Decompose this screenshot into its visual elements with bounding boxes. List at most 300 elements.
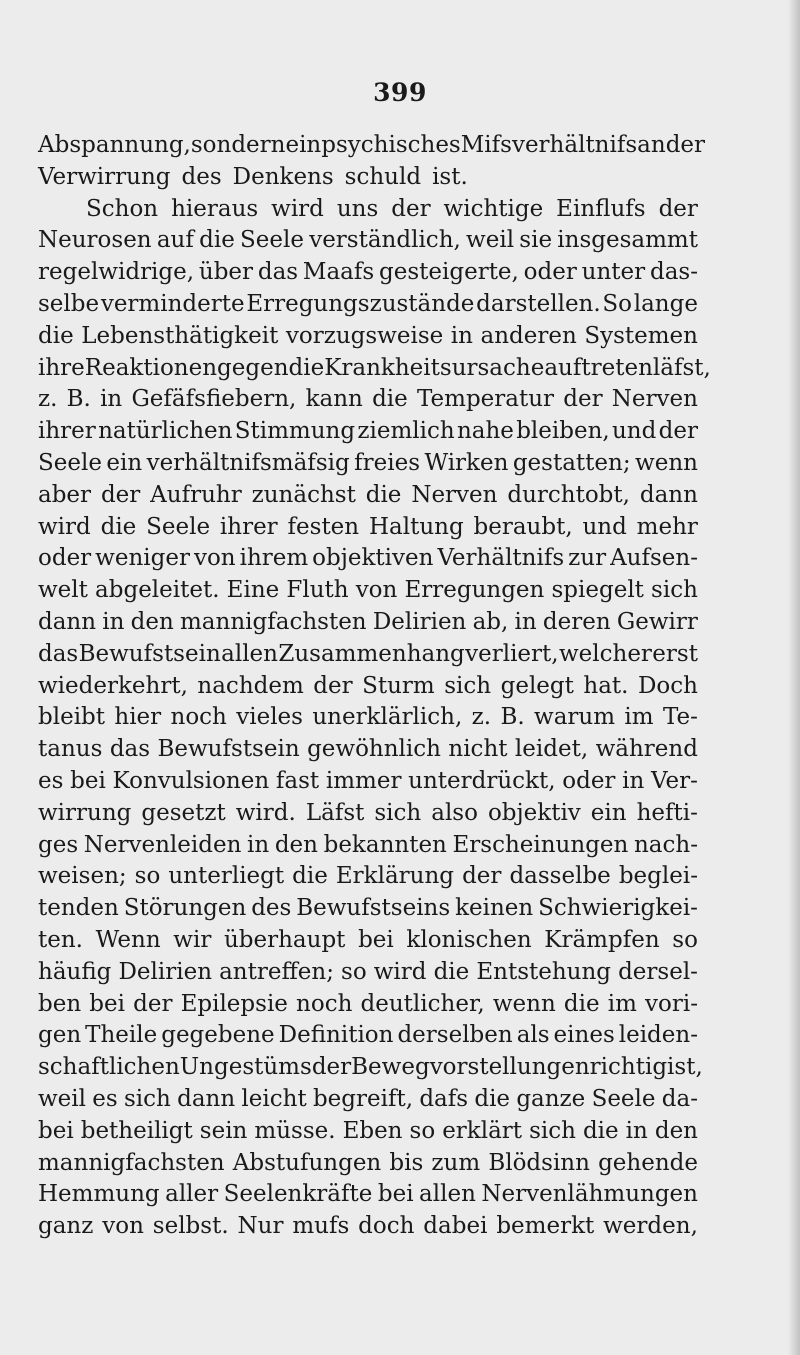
word: derselben xyxy=(397,1022,513,1049)
word: Doch xyxy=(637,672,698,699)
word: hefti- xyxy=(636,799,698,826)
word: sich xyxy=(651,577,698,604)
word: Seele xyxy=(146,513,211,540)
word: es xyxy=(38,767,64,794)
word: Nervenleiden xyxy=(83,831,242,858)
word: ihre xyxy=(38,354,85,381)
word: B. xyxy=(66,386,91,413)
word: welt xyxy=(38,577,88,604)
word: Lebensthätigkeit xyxy=(81,322,279,349)
word: das xyxy=(38,640,79,667)
word: fast xyxy=(275,767,320,794)
word: ihrer xyxy=(219,513,278,540)
word: sondern xyxy=(190,132,286,158)
text-line xyxy=(38,353,711,385)
word: Bewufstsein xyxy=(157,736,300,763)
word: so xyxy=(672,926,698,953)
word: dann xyxy=(639,481,698,508)
word: auf xyxy=(156,227,194,254)
word: in xyxy=(625,1117,648,1144)
word: leidet, xyxy=(514,736,589,763)
word: So xyxy=(602,290,633,317)
word: sich xyxy=(123,1085,171,1112)
text-line xyxy=(38,1052,703,1084)
word: läfst, xyxy=(652,354,711,381)
word: bei xyxy=(70,767,106,794)
word: Seele xyxy=(591,1085,656,1112)
word: Nervenlähmungen xyxy=(481,1181,698,1208)
word: z. xyxy=(38,386,58,413)
word: wenn xyxy=(492,990,556,1017)
text-line xyxy=(38,289,698,321)
word: ben xyxy=(38,990,82,1017)
word: mannigfachsten xyxy=(38,1149,225,1176)
word: nachdem xyxy=(197,672,304,699)
text-line xyxy=(38,1179,698,1211)
word: Systemen xyxy=(584,322,698,349)
word: der xyxy=(665,132,706,158)
word: Nur xyxy=(237,1213,284,1240)
word: Gefäfsfiebern, xyxy=(131,386,297,413)
word: wird xyxy=(271,195,324,222)
word: weil xyxy=(466,227,515,254)
word: begreift, xyxy=(312,1085,414,1112)
word: bei xyxy=(358,926,394,953)
text-line xyxy=(38,543,698,575)
word: spiegelt xyxy=(551,577,644,604)
word: ist. xyxy=(432,163,468,190)
word: Abspannung, xyxy=(38,132,191,158)
word: es xyxy=(92,1085,118,1112)
text-line xyxy=(38,448,698,480)
word: mehr xyxy=(636,513,698,540)
word: unterdrückt, xyxy=(408,767,556,794)
word: dann xyxy=(177,1085,236,1112)
word: von xyxy=(193,545,236,572)
word: die xyxy=(433,958,470,985)
word: das- xyxy=(649,259,698,286)
word: unter xyxy=(581,259,646,286)
word: auftreten xyxy=(544,354,653,381)
word: den xyxy=(274,831,318,858)
word: dasselbe xyxy=(509,863,611,890)
word: sich xyxy=(374,799,422,826)
word: Reaktionen xyxy=(84,354,218,381)
word: Krämpfen xyxy=(544,926,660,953)
word: gegebene xyxy=(161,1022,275,1049)
word: deren xyxy=(542,608,611,635)
word: gesetzt xyxy=(141,799,226,826)
word: in xyxy=(622,767,645,794)
word: verhältnifsmäfsig xyxy=(146,449,350,476)
word: psychisches xyxy=(321,132,461,158)
word: Eine xyxy=(226,577,280,604)
text-line xyxy=(38,512,698,544)
word: oder xyxy=(523,259,577,286)
word: der xyxy=(391,195,431,222)
word: Haltung xyxy=(368,513,464,540)
word: Delirien xyxy=(372,608,467,635)
word: zunächst xyxy=(251,481,356,508)
word: oder xyxy=(38,545,92,572)
text-line xyxy=(38,194,698,226)
word: werden, xyxy=(603,1213,698,1240)
word: so xyxy=(341,958,367,985)
text-line xyxy=(38,1084,698,1116)
word: erklärt xyxy=(442,1117,523,1144)
word: vorzugsweise xyxy=(285,322,444,349)
word: Fluth xyxy=(286,577,349,604)
word: die xyxy=(372,386,408,413)
word: klonischen xyxy=(406,926,532,953)
text-line xyxy=(38,480,698,512)
word: bekannten xyxy=(323,831,447,858)
word: im xyxy=(624,704,654,731)
word: der xyxy=(100,481,141,508)
word: z. xyxy=(471,704,492,731)
word: warum xyxy=(534,704,616,731)
text-line xyxy=(38,130,706,162)
word: bleiben, xyxy=(516,418,610,445)
text-line xyxy=(38,257,698,289)
word: die xyxy=(100,513,137,540)
text-line xyxy=(38,225,698,257)
word: verminderte xyxy=(100,290,245,317)
word: Nerven xyxy=(411,481,498,508)
word: allen xyxy=(221,640,278,667)
word: anderen xyxy=(480,322,577,349)
word: Denkens xyxy=(232,163,334,190)
word: immer xyxy=(325,767,402,794)
word: ihrem xyxy=(239,545,309,572)
word: den xyxy=(130,608,174,635)
word: häufig xyxy=(38,958,112,985)
word: Seele xyxy=(240,227,304,254)
word: als xyxy=(516,1022,550,1049)
word: der xyxy=(658,195,698,222)
text-line xyxy=(38,861,698,893)
word: Schwierigkei- xyxy=(538,895,698,922)
word: beraubt, xyxy=(473,513,573,540)
word: Erregungszustände xyxy=(246,290,475,317)
text-line xyxy=(38,384,698,416)
word: Bewegvorstellungen xyxy=(351,1054,590,1081)
page-edge-shadow xyxy=(788,0,800,1355)
word: uns xyxy=(336,195,379,222)
word: bei xyxy=(38,1117,74,1144)
word: in xyxy=(247,831,270,858)
word: die xyxy=(288,354,325,381)
word: gegen xyxy=(217,354,289,381)
text-line xyxy=(38,766,698,798)
word: gewöhnlich xyxy=(307,736,441,763)
word: eines xyxy=(553,1022,615,1049)
word: vieles xyxy=(236,704,303,731)
word: beglei- xyxy=(618,863,698,890)
word: aber xyxy=(38,481,92,508)
word: das xyxy=(257,259,299,286)
word: Mifsverhältnifs xyxy=(460,132,638,158)
word: also xyxy=(431,799,478,826)
word: Bewufstseins xyxy=(296,895,451,922)
word: die xyxy=(474,1085,511,1112)
word: wichtige xyxy=(443,195,544,222)
word: Blödsinn xyxy=(488,1149,590,1176)
word: oder xyxy=(562,767,616,794)
word: doch xyxy=(358,1213,415,1240)
word: schuld xyxy=(344,163,422,190)
word: lange xyxy=(633,290,698,317)
word: wir xyxy=(173,926,212,953)
word: nicht xyxy=(448,736,508,763)
word: mufs xyxy=(292,1213,350,1240)
text-line xyxy=(38,1148,698,1180)
word: der xyxy=(313,672,353,699)
word: Te- xyxy=(662,704,698,731)
word: unerklärlich, xyxy=(312,704,463,731)
word: natürlichen xyxy=(98,418,233,445)
text-line xyxy=(38,702,698,734)
word: dersel- xyxy=(618,958,698,985)
word: ten. xyxy=(38,926,83,953)
word: weisen; xyxy=(38,863,127,890)
word: freies xyxy=(354,449,421,476)
word: die xyxy=(365,481,402,508)
word: die xyxy=(38,322,74,349)
word: Sturm xyxy=(362,672,435,699)
word: ziemlich xyxy=(357,418,455,445)
word: welcher xyxy=(558,640,652,667)
word: verständlich, xyxy=(309,227,461,254)
word: Erregungen xyxy=(404,577,545,604)
word: mannigfachsten xyxy=(180,608,367,635)
text-line xyxy=(38,671,698,703)
word: Wenn xyxy=(95,926,161,953)
word: weniger xyxy=(95,545,190,572)
word: den xyxy=(654,1117,698,1144)
word: Zusammenhang xyxy=(278,640,465,667)
word: so xyxy=(409,1117,436,1144)
word: insgesammt xyxy=(557,227,698,254)
word: Aufruhr xyxy=(150,481,242,508)
word: schaftlichen xyxy=(38,1054,180,1081)
word: gehende xyxy=(598,1149,698,1176)
word: durchtobt, xyxy=(507,481,630,508)
word: Hemmung xyxy=(38,1181,160,1208)
word: im xyxy=(607,990,637,1017)
word: Nerven xyxy=(611,386,698,413)
text-line xyxy=(38,1116,698,1148)
word: bei xyxy=(377,1181,414,1208)
word: allen xyxy=(419,1181,476,1208)
word: unterliegt xyxy=(168,863,285,890)
word: Einflufs xyxy=(556,195,646,222)
word: antreffen; xyxy=(219,958,334,985)
word: der xyxy=(462,863,502,890)
word: und xyxy=(582,513,627,540)
word: ab, xyxy=(472,608,509,635)
word: objektiv xyxy=(487,799,581,826)
word: Abstufungen xyxy=(232,1149,382,1176)
word: überhaupt xyxy=(223,926,346,953)
word: des xyxy=(181,163,222,190)
word: Stimmung xyxy=(234,418,356,445)
text-line xyxy=(38,734,698,766)
word: Schon xyxy=(86,195,159,222)
word: tanus xyxy=(38,736,103,763)
word: zum xyxy=(431,1149,481,1176)
text-line xyxy=(38,416,698,448)
text-line xyxy=(38,607,698,639)
word: die xyxy=(199,227,235,254)
text-line xyxy=(38,575,698,607)
word: Krankheitsursache xyxy=(324,354,545,381)
word: ganze xyxy=(516,1085,586,1112)
word: Wirken xyxy=(424,449,509,476)
word: Konvulsionen xyxy=(112,767,270,794)
word: in xyxy=(514,608,537,635)
text-line xyxy=(38,798,698,830)
word: Erscheinungen xyxy=(452,831,629,858)
word: das xyxy=(109,736,151,763)
word: Entstehung xyxy=(476,958,612,985)
word: Ver- xyxy=(651,767,698,794)
word: Ungestüms xyxy=(179,1054,312,1081)
word: wird xyxy=(38,513,91,540)
word: wenn xyxy=(635,449,698,476)
word: sich xyxy=(444,672,492,699)
word: bei xyxy=(89,990,125,1017)
word: die xyxy=(292,863,328,890)
word: tenden xyxy=(38,895,119,922)
text-line xyxy=(38,321,698,353)
word: ist, xyxy=(667,1054,703,1081)
text-line xyxy=(38,925,698,957)
word: Maafs xyxy=(302,259,375,286)
word: sie xyxy=(519,227,553,254)
word: bemerkt xyxy=(496,1213,595,1240)
word: Seele xyxy=(38,449,102,476)
body-text xyxy=(38,130,711,1243)
word: weil xyxy=(38,1085,87,1112)
word: gen xyxy=(38,1022,82,1049)
word: der xyxy=(133,990,173,1017)
word: noch xyxy=(296,990,353,1017)
word: objektiven xyxy=(312,545,434,572)
word: aller xyxy=(165,1181,219,1208)
word: gesteigerte, xyxy=(379,259,519,286)
text-line xyxy=(38,162,698,194)
word: B. xyxy=(500,704,525,731)
word: an xyxy=(637,132,666,158)
text-line xyxy=(38,830,698,862)
word: die xyxy=(582,1117,619,1144)
word: Theile xyxy=(85,1022,158,1049)
word: betheiligt xyxy=(80,1117,193,1144)
word: ein xyxy=(285,132,322,158)
word: wirrung xyxy=(38,799,132,826)
word: Verhältnifs xyxy=(437,545,565,572)
word: sein xyxy=(199,1117,248,1144)
word: Eben xyxy=(342,1117,403,1144)
word: ges xyxy=(38,831,79,858)
word: während xyxy=(595,736,698,763)
word: Erklärung xyxy=(335,863,455,890)
word: Verwirrung xyxy=(38,163,171,190)
word: gelegt xyxy=(500,672,574,699)
word: hieraus xyxy=(171,195,259,222)
word: abgeleitet. xyxy=(95,577,220,604)
word: von xyxy=(355,577,398,604)
word: selbst. xyxy=(152,1213,229,1240)
word: ein xyxy=(590,799,627,826)
word: bleibt xyxy=(38,704,106,731)
word: leicht xyxy=(241,1085,307,1112)
word: dabei xyxy=(423,1213,488,1240)
word: darstellen. xyxy=(476,290,601,317)
text-line xyxy=(38,957,698,989)
word: ganz xyxy=(38,1213,94,1240)
word: dann xyxy=(38,608,97,635)
word: Aufsen- xyxy=(610,545,698,572)
word: des xyxy=(251,895,292,922)
word: sich xyxy=(529,1117,576,1144)
word: hier xyxy=(114,704,162,731)
word: Störungen xyxy=(123,895,247,922)
word: die xyxy=(563,990,600,1017)
word: Neurosen xyxy=(38,227,152,254)
word: Temperatur xyxy=(416,386,555,413)
word: selbe xyxy=(38,290,100,317)
word: in xyxy=(100,386,123,413)
word: gestatten; xyxy=(512,449,631,476)
word: wird. xyxy=(235,799,296,826)
text-line xyxy=(38,893,698,925)
word: und xyxy=(611,418,657,445)
word: müsse. xyxy=(254,1117,336,1144)
word: festen xyxy=(287,513,360,540)
word: noch xyxy=(170,704,227,731)
word: deutlicher, xyxy=(360,990,485,1017)
word: in xyxy=(102,608,125,635)
word: nahe xyxy=(456,418,514,445)
word: wird xyxy=(373,958,427,985)
word: bis xyxy=(389,1149,424,1176)
word: verliert, xyxy=(465,640,559,667)
word: regelwidrige, xyxy=(38,259,195,286)
text-line xyxy=(38,1020,698,1052)
word: Gewirr xyxy=(616,608,698,635)
word: Epilepsie xyxy=(180,990,288,1017)
word: von xyxy=(102,1213,144,1240)
word: der xyxy=(563,386,603,413)
text-line xyxy=(38,989,698,1021)
word: wiederkehrt, xyxy=(38,672,188,699)
word: in xyxy=(450,322,473,349)
word: keinen xyxy=(455,895,534,922)
word: dafs xyxy=(419,1085,469,1112)
word: vori- xyxy=(645,990,698,1017)
word: Definition xyxy=(278,1022,394,1049)
word: über xyxy=(198,259,254,286)
word: der xyxy=(658,418,698,445)
word: ein xyxy=(106,449,143,476)
word: der xyxy=(311,1054,352,1081)
word: Delirien xyxy=(118,958,213,985)
word: richtig xyxy=(589,1054,668,1081)
word: Bewufstsein xyxy=(78,640,221,667)
word: nach- xyxy=(633,831,698,858)
